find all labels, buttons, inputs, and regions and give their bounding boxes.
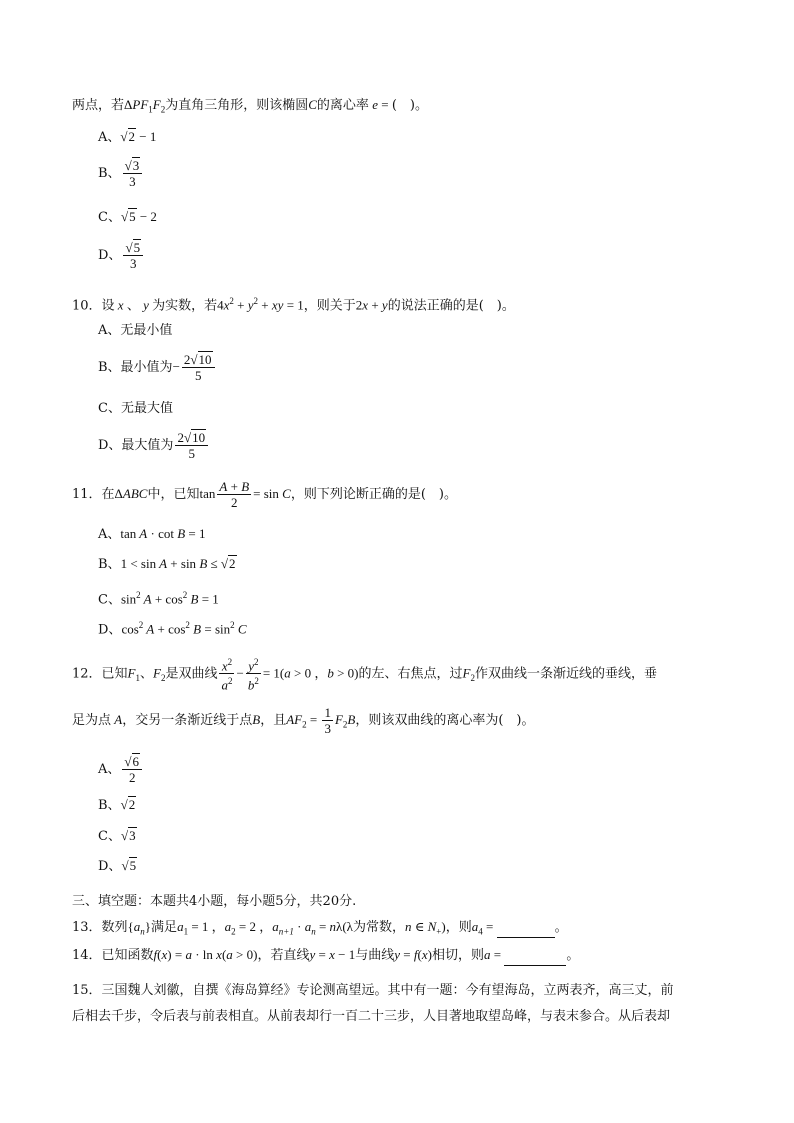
q10-stem: 10．设 x 、 y 为实数，若$4x^2 + y^2$ + xy = 1，则关于2x + y的说法正确的是( )。 (72, 296, 515, 314)
q12-option-b: B、√2 (98, 797, 136, 813)
q10-option-c: C、无最大值 (98, 401, 173, 416)
section-heading: 三、填空题：本题共4小题，每小题5分，共20分. (72, 894, 357, 909)
q11-option-a: A、tan A · cot B = 1 (98, 526, 206, 542)
q10-option-a: A、无最小值 (98, 323, 173, 338)
q12-option-d: D、√5 (98, 858, 137, 874)
q11-option-b: B、1 < sin A + sin B ≤ √2 (98, 556, 236, 572)
q9-option-a: A、√2 − 1 (98, 129, 157, 145)
q11-stem: 11．在ΔABC中，已知tan $\frac{A + B}{2}$ = sin C，则下列论断正确的是( )。 (72, 479, 457, 510)
q9-option-c: C、√5 − 2 (98, 209, 157, 225)
q10-option-d: D、最大值为 $\frac{2√10}{5}$ (98, 430, 210, 461)
q11-option-c: C、$\sin^2 A + \cos^2 B = 1$ (98, 590, 219, 608)
q15-line1: 15．三国魏人刘徽，自撰《海岛算经》专论测高望远。其中有一题：今有望海岛，立两表齐，高三丈，前 (72, 983, 674, 998)
q12-stem-line2: 足为点 A，交另一条渐近线于点B，且$AF_2$ = $\frac{1}{3}$ $F_2B$，则该双曲线的离心率为( )。 (72, 705, 535, 736)
q11-option-d: D、$\cos^2 A + \cos^2 B = \sin^2 C$ (98, 620, 247, 638)
q9-option-b: B、 $\frac{√3}{3}$ (98, 158, 144, 189)
q13-stem: 13．数列$\{a_n\}$满足$a_1 = 1$ ，$a_2 = 2$ ，$a_{n+1} \cdot a_n = n\lambda(\lambda$为常数，n ∈ $N_+$)，则$a_4$ = 。 (72, 919, 568, 937)
q9-option-d: D、 $\frac{√5}{3}$ (98, 240, 145, 271)
q12-stem-line1: 12．已知$F_1$、$F_2$是双曲线 $\frac{x^2}{a^2}$ − $\frac{y^2}{b^2}$ = 1(a > 0 ，b > 0)的左、右焦点，过$F_2$作双曲线一条渐近线的垂线，垂 (72, 657, 657, 693)
q10-option-b: B、最小值为− $\frac{2√10}{5}$ (98, 352, 217, 383)
q15-line2: 后相去千步，令后表与前表相直。从前表却行一百二十三步，人目著地取望岛峰，与表末参合。从后表却 (72, 1009, 671, 1024)
q12-option-a: A、 $\frac{√6}{2}$ (98, 754, 144, 785)
q12-option-c: C、√3 (98, 828, 136, 844)
q9-stem: 两点，若$\Delta PF_1F_2$为直角三角形，则该椭圆C的离心率 e = ( )。 (72, 97, 428, 115)
q14-stem: 14．已知函数f(x) = a · ln x(a > 0)，若直线y = x − 1与曲线y = f(x)相切，则a = 。 (72, 946, 579, 966)
